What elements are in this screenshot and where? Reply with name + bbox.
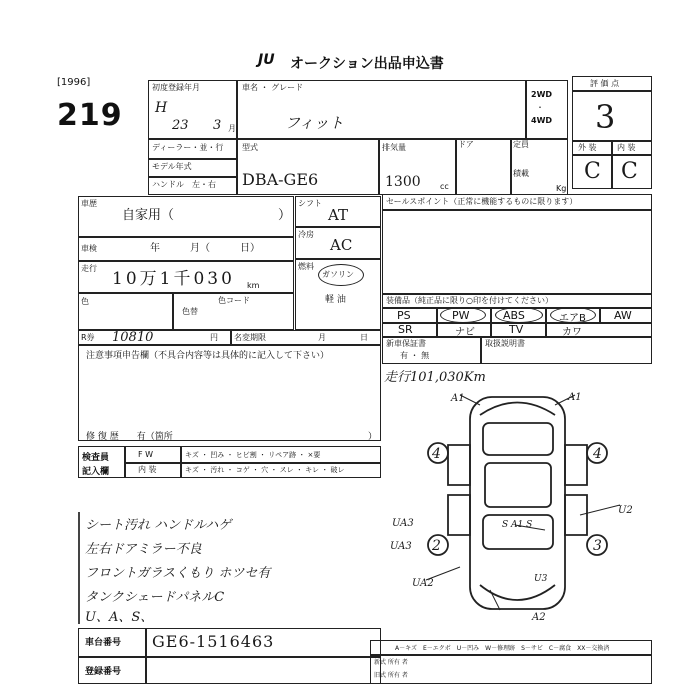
repair-label: 修 復 歴 有（箇所 bbox=[86, 432, 173, 442]
equip-navi: ナビ bbox=[455, 327, 475, 338]
shift-value: AT bbox=[328, 206, 349, 224]
warranty-label: 新車保証書 bbox=[386, 339, 426, 348]
inspector-label-1: 検査員 bbox=[82, 453, 110, 463]
note-line-5: U、A、S、 bbox=[85, 610, 154, 625]
type-label: 型式 bbox=[242, 143, 258, 152]
front-bumper bbox=[480, 403, 555, 416]
color-change-label: 色替 bbox=[182, 307, 198, 316]
door-label: ドア bbox=[458, 140, 474, 149]
equip-pw: PW bbox=[452, 309, 470, 322]
equip-aw: AW bbox=[614, 309, 632, 322]
grade-label: 評 価 点 bbox=[590, 79, 620, 88]
note-line-3: フロントガラスくもり ホツセ有 bbox=[85, 566, 271, 581]
handle-label: ハンドル 左・右 bbox=[152, 180, 216, 189]
damage-a2: A2 bbox=[532, 612, 546, 623]
month-suffix: 月 bbox=[228, 124, 236, 133]
ext-label: 外 装 bbox=[578, 143, 597, 152]
note-line-2: 左右ドアミラー不良 bbox=[85, 542, 202, 557]
damage-sa1s: S A1 S bbox=[502, 520, 533, 530]
damage-ua2: UA2 bbox=[412, 578, 434, 589]
fw-label: F W bbox=[138, 450, 154, 459]
capacity-label: 定員 bbox=[513, 140, 529, 149]
cc-unit: cc bbox=[440, 182, 449, 191]
wd2-label: 2WD bbox=[531, 90, 553, 99]
damage-u2: U2 bbox=[618, 505, 633, 516]
model-value: フィット bbox=[285, 114, 344, 132]
kg-unit: Kg bbox=[556, 184, 567, 193]
int-label: 内 装 bbox=[617, 143, 636, 152]
fuel-value: ガソリン bbox=[322, 270, 354, 279]
ac-value: AC bbox=[330, 236, 353, 254]
reg-year: 23 bbox=[172, 118, 189, 133]
history-value: 自家用（ ） bbox=[122, 208, 292, 223]
reg-era: H bbox=[155, 100, 168, 116]
inspection-fields: 年 月（ 日） bbox=[150, 243, 260, 254]
transfer-label: 名変期限 bbox=[234, 333, 266, 342]
equip-airbag: エアB bbox=[559, 313, 586, 324]
tire-fr: 4 bbox=[593, 446, 602, 462]
tire-fl: 4 bbox=[432, 446, 441, 462]
load-label: 積載 bbox=[513, 169, 529, 178]
notes-label: 注意事項申告欄（不具合内容等は具体的に記入して下さい） bbox=[86, 351, 330, 361]
equip-leather: カワ bbox=[562, 327, 582, 338]
note-line-4: タンクシェードパネルC bbox=[85, 590, 225, 605]
fuel-label: 燃料 bbox=[298, 262, 314, 271]
diesel-label: 軽 油 bbox=[325, 295, 346, 305]
displacement-value: 1300 bbox=[385, 174, 421, 190]
chassis-label: 車台番号 bbox=[85, 638, 122, 648]
mileage-label: 走行 bbox=[81, 264, 97, 273]
legend-new-owner: 新式 所有 者 bbox=[374, 659, 408, 666]
grade-value: 3 bbox=[595, 98, 616, 136]
interior-options: キズ ・ 汚れ ・ コゲ ・ 穴 ・ スレ ・ キレ ・ 破レ bbox=[185, 466, 345, 474]
damage-a1-left: A1 bbox=[451, 393, 465, 404]
warranty-value: 有 ・ 無 bbox=[400, 351, 430, 360]
ac-label: 冷房 bbox=[298, 230, 314, 239]
year-tag: [1996] bbox=[57, 77, 91, 88]
color-label: 色 bbox=[81, 297, 89, 306]
inspection-label: 車検 bbox=[81, 244, 97, 253]
damage-u3: U3 bbox=[534, 574, 548, 584]
damage-ua3-lower: UA3 bbox=[390, 541, 412, 552]
legend-old-owner: 旧式 所有 者 bbox=[374, 672, 408, 679]
selling-points-label: セールスポイント（正常に機能するものに限ります） bbox=[386, 197, 578, 206]
repair-close: ） bbox=[368, 432, 378, 442]
equip-tv: TV bbox=[509, 323, 524, 336]
color-code-label: 色コード bbox=[218, 296, 250, 305]
booklet-label: 取扱説明書 bbox=[485, 339, 525, 348]
note-line-1: シート汚れ ハンドルハゲ bbox=[85, 518, 232, 533]
form-title: オークション出品申込書 bbox=[290, 56, 444, 72]
equipment-label: 装備品（純正品に限り○印を付けてください） bbox=[386, 296, 553, 305]
lot-number: 219 bbox=[57, 98, 123, 133]
mileage-note: 走行101,030Km bbox=[384, 370, 486, 385]
fw-options: キズ ・ 凹み ・ ヒビ割 ・ リペア跡 ・ ×要 bbox=[185, 451, 321, 459]
windshield bbox=[483, 423, 553, 455]
yen-unit: 円 bbox=[210, 333, 218, 342]
right-front-door bbox=[565, 445, 587, 485]
car-damage-diagram bbox=[380, 385, 650, 630]
recycle-value: 10810 bbox=[112, 330, 154, 345]
tire-rr: 3 bbox=[593, 538, 602, 554]
interior-label: 内 装 bbox=[138, 465, 157, 474]
recycle-label: R券 bbox=[81, 333, 95, 342]
wd-sep: ・ bbox=[536, 103, 544, 112]
transfer-day: 日 bbox=[360, 333, 368, 342]
displacement-label: 排気量 bbox=[382, 143, 406, 152]
damage-ua3-upper: UA3 bbox=[392, 518, 414, 529]
wd4-label: 4WD bbox=[531, 116, 553, 125]
year-model-label: モデル年式 bbox=[152, 162, 192, 171]
equip-abs: ABS bbox=[503, 309, 525, 322]
ju-logo: JU bbox=[258, 52, 275, 68]
damage-a1-right: A1 bbox=[568, 392, 582, 403]
type-value: DBA-GE6 bbox=[242, 170, 319, 189]
left-rear-door bbox=[448, 495, 470, 535]
legend-line-1: A－キズ E－エクボ U－凹み W－修理跡 S－サビ C－腐食 XX－交換済 bbox=[395, 645, 610, 652]
km-unit: km bbox=[247, 281, 260, 290]
equip-sr: SR bbox=[398, 323, 413, 336]
roof bbox=[485, 463, 551, 507]
shift-label: シフト bbox=[298, 199, 322, 208]
right-rear-door bbox=[565, 495, 587, 535]
reg-date-label: 初度登録年月 bbox=[152, 83, 200, 92]
reg-month: 3 bbox=[213, 118, 222, 133]
history-label: 車歴 bbox=[81, 199, 97, 208]
transfer-month: 月 bbox=[318, 333, 326, 342]
plate-label: 登録番号 bbox=[85, 667, 122, 677]
model-label: 車名 ・ グレード bbox=[242, 83, 304, 92]
ext-grade: C bbox=[584, 159, 601, 184]
equip-ps: PS bbox=[397, 309, 411, 322]
left-front-door bbox=[448, 445, 470, 485]
dealer-label: ディーラー・並・行 bbox=[152, 143, 224, 152]
mileage-value: 10万1千030 bbox=[112, 269, 235, 289]
int-grade: C bbox=[621, 159, 638, 184]
tire-rl: 2 bbox=[432, 538, 441, 554]
chassis-value: GE6-1516463 bbox=[152, 632, 275, 651]
inspector-label-2: 記入欄 bbox=[82, 467, 110, 477]
